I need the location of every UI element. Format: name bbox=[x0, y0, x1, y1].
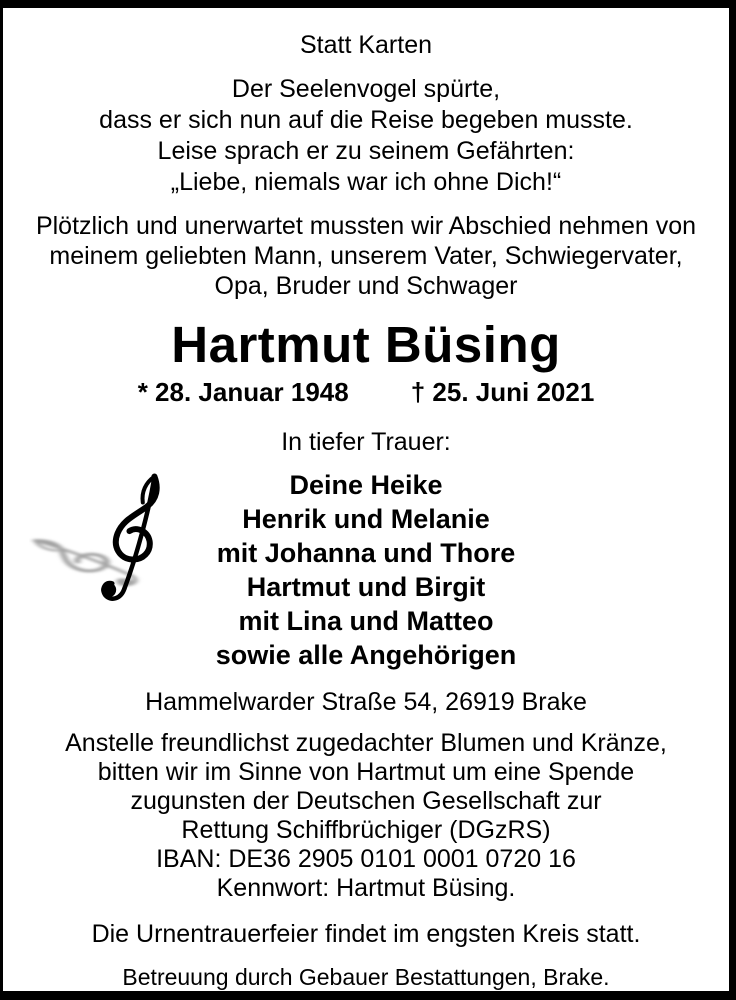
mourner-line: Hartmut und Birgit bbox=[246, 572, 486, 602]
poem-line: dass er sich nun auf die Reise begeben musste. bbox=[99, 106, 633, 134]
poem-line: „Liebe, niemals war ich ohne Dich!“ bbox=[170, 168, 562, 196]
address-line: Hammelwarder Straße 54, 26919 Brake bbox=[145, 688, 587, 716]
statt-karten-label: Statt Karten bbox=[299, 31, 433, 59]
poem-line: Leise sprach er zu seinem Gefährten: bbox=[157, 137, 575, 165]
poem-line: Der Seelenvogel spürte, bbox=[231, 75, 501, 103]
mourner-line: Henrik und Melanie bbox=[242, 504, 490, 534]
announcement-line: Plötzlich und unerwartet mussten wir Abschied nehmen von bbox=[35, 212, 697, 240]
donation-line: zugunsten der Deutschen Gesellschaft zur bbox=[130, 787, 602, 815]
donation-line: Rettung Schiffbrüchiger (DGzRS) bbox=[181, 816, 551, 844]
ceremony-note: Die Urnentrauerfeier findet im engsten Kreis statt. bbox=[91, 920, 641, 948]
mourning-label: In tiefer Trauer: bbox=[281, 428, 451, 456]
mourner-line: mit Lina und Matteo bbox=[238, 606, 494, 636]
death-date: † 25. Juni 2021 bbox=[410, 377, 595, 407]
life-dates bbox=[3, 377, 729, 407]
deceased-name: Hartmut Büsing bbox=[171, 316, 561, 373]
donation-line: bitten wir im Sinne von Hartmut um eine Spende bbox=[97, 758, 635, 786]
mourner-line: Deine Heike bbox=[289, 470, 443, 500]
donation-line: Anstelle freundlichst zugedachter Blumen und Kränze, bbox=[65, 729, 667, 757]
announcement-text bbox=[3, 211, 729, 301]
donation-line: Kennwort: Hartmut Büsing. bbox=[216, 874, 516, 902]
donation-text bbox=[3, 729, 729, 903]
memorial-poem bbox=[3, 74, 729, 198]
announcement-line: meinem geliebten Mann, unserem Vater, Schwiegervater, bbox=[49, 242, 683, 270]
mourners-list bbox=[3, 468, 729, 672]
donation-line: IBAN: DE36 2905 0101 0001 0720 16 bbox=[156, 845, 576, 873]
announcement-line: Opa, Bruder und Schwager bbox=[214, 272, 518, 300]
funeral-home-note: Betreuung durch Gebauer Bestattungen, Brake. bbox=[122, 964, 610, 990]
mourner-line: mit Johanna und Thore bbox=[216, 538, 516, 568]
birth-date: * 28. Januar 1948 bbox=[137, 377, 349, 407]
mourner-line: sowie alle Angehörigen bbox=[215, 640, 517, 670]
